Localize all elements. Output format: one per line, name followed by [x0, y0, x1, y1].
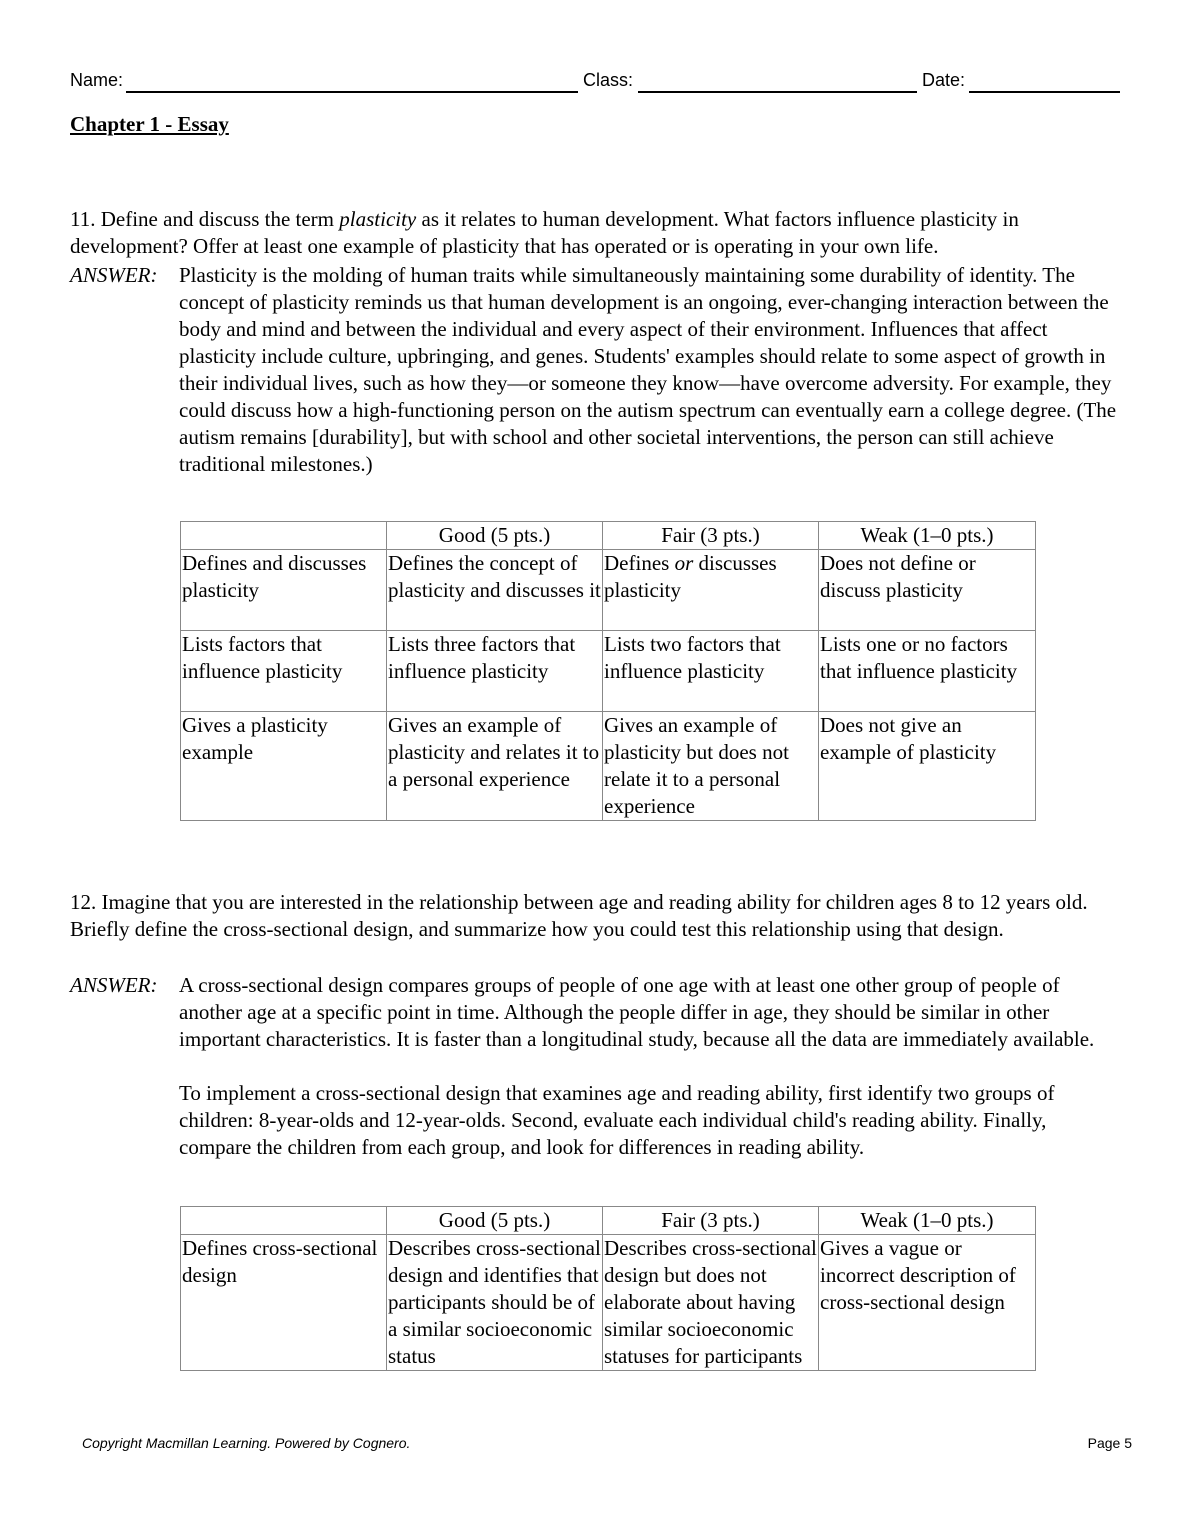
- good-cell: Describes cross-sectional design and identifies that participants should be of a similar socioeconomic status: [387, 1235, 603, 1371]
- fair-cell: Describes cross-sectional design but does not elaborate about having similar socioeconomic statuses for participants: [603, 1235, 819, 1371]
- criterion-cell: Gives a plasticity example: [181, 712, 387, 821]
- rubric-row: [181, 550, 1036, 631]
- good-cell: Defines the concept of plasticity and discusses it: [387, 550, 603, 631]
- header-cell: Fair (3 pts.): [603, 522, 819, 550]
- fair-cell: Gives an example of plasticity but does not relate it to a personal experience: [603, 712, 819, 821]
- page-number: Page 5: [1087, 1435, 1132, 1451]
- date-label: Date:: [922, 70, 966, 90]
- question-number: 12.: [70, 890, 97, 914]
- name-label: Name:: [70, 70, 124, 90]
- answer-paragraph: Plasticity is the molding of human traits while simultaneously maintaining some durability of identity. The concept of plasticity reminds us that human development is an ongoing, ever-changing interaction between the body and mind and between the individual and every aspect of their environment. Influences that affect plasticity include culture, upbringing, and genes. Students' examples should relate to some aspect of growth in their individual lives, such as how they—or someone they know—have overcome adversity. For example, they could discuss how a high-functioning person on the autism spectrum can eventually earn a college degree. (The autism remains [durability], but with school and other societal interventions, the person can still achieve traditional milestones.): [179, 263, 1117, 476]
- emphasized-term: plasticity: [339, 207, 417, 231]
- header-cell: Fair (3 pts.): [603, 1207, 819, 1235]
- rubric-table-q11: [180, 521, 1036, 821]
- chapter-title: Chapter 1 - Essay: [70, 112, 229, 136]
- class-label: Class:: [583, 70, 634, 90]
- good-cell: Gives an example of plasticity and relates it to a personal experience: [387, 712, 603, 821]
- rubric-row: [181, 712, 1036, 821]
- good-cell: Lists three factors that influence plasticity: [387, 631, 603, 712]
- copyright-notice: Copyright Macmillan Learning. Powered by Cognero.: [82, 1435, 411, 1451]
- weak-cell: Does not define or discuss plasticity: [819, 550, 1036, 631]
- weak-cell: Lists one or no factors that influence plasticity: [819, 631, 1036, 712]
- answer-paragraph: A cross-sectional design compares groups of people of one age with at least one other group of people of another age at a specific point in time. Although the people differ in age, they should be similar in other important characteristics. It is faster than a longitudinal study, because all the data are immediately available.: [179, 973, 1095, 1051]
- header-cell: Good (5 pts.): [387, 1207, 603, 1235]
- header-cell: Weak (1–0 pts.): [819, 522, 1036, 550]
- class-field[interactable]: [638, 91, 917, 93]
- criterion-cell: Lists factors that influence plasticity: [181, 631, 387, 712]
- fair-cell: Lists two factors that influence plasticity: [603, 631, 819, 712]
- question-12-prompt: 12. Imagine that you are interested in the relationship between age and reading ability for children ages 8 to 12 years old. Briefly define the cross-sectional design, and summarize how you could test this relationship using that design.: [70, 890, 1088, 941]
- fair-cell: Defines or discusses plasticity: [603, 550, 819, 631]
- name-field[interactable]: [126, 91, 578, 93]
- answer-text: [179, 262, 1119, 478]
- rubric-header-row: [181, 522, 1036, 550]
- rubric-table-q12: [180, 1206, 1036, 1371]
- criterion-cell: Defines cross-sectional design: [181, 1235, 387, 1371]
- answer-label: ANSWER:: [70, 973, 158, 997]
- header-cell: Weak (1–0 pts.): [819, 1207, 1036, 1235]
- answer-label: ANSWER:: [70, 263, 158, 287]
- student-info-header: [70, 70, 1120, 94]
- date-field[interactable]: [969, 91, 1120, 93]
- rubric-header-row: [181, 1207, 1036, 1235]
- weak-cell: Gives a vague or incorrect description of cross-sectional design: [819, 1235, 1036, 1371]
- rubric-row: [181, 631, 1036, 712]
- header-cell: Good (5 pts.): [387, 522, 603, 550]
- question-number: 11.: [70, 207, 96, 231]
- answer-paragraph: To implement a cross-sectional design that examines age and reading ability, first identify two groups of children: 8-year-olds and 12-year-olds. Second, evaluate each individual child's reading ability. Finally, compare the children from each group, and look for differences in reading ability.: [179, 1081, 1055, 1159]
- question-11-prompt: 11. Define and discuss the term plasticity as it relates to human development. What factors influence plasticity in development? Offer at least one example of plasticity that has operated or is operating in your own life.: [70, 207, 1019, 258]
- rubric-row: [181, 1235, 1036, 1371]
- answer-text: [179, 972, 1119, 1161]
- header-cell: [181, 1207, 387, 1235]
- header-cell: [181, 522, 387, 550]
- criterion-cell: Defines and discusses plasticity: [181, 550, 387, 631]
- weak-cell: Does not give an example of plasticity: [819, 712, 1036, 821]
